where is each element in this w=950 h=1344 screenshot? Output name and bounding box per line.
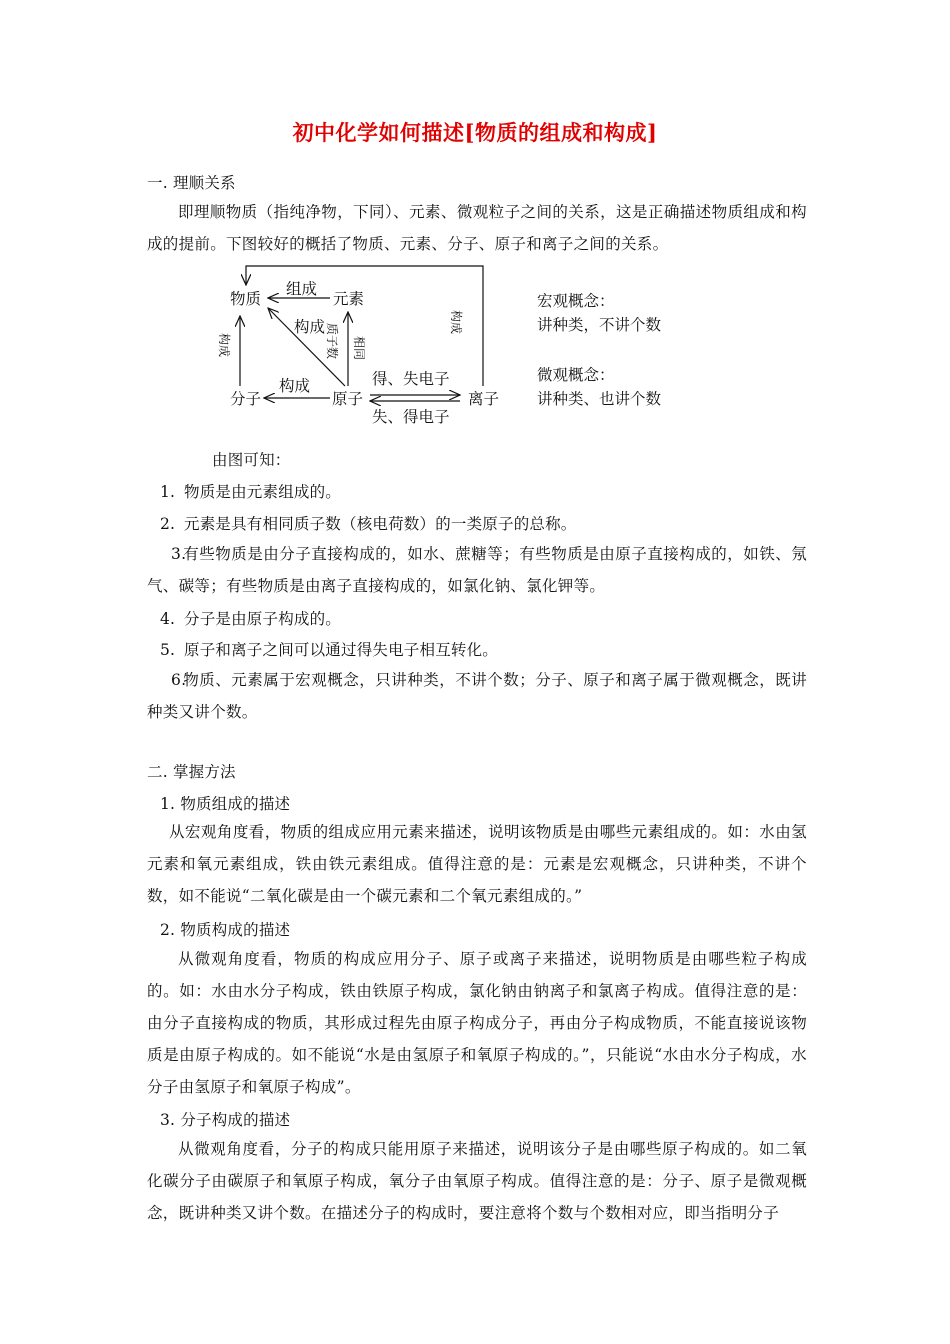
label-goucheng-right: 构成 <box>449 310 463 335</box>
node-lizi: 离子 <box>468 390 500 408</box>
section1-heading: 一. 理顺关系 <box>147 174 236 192</box>
macro-concept-desc: 讲种类，不讲个数 <box>537 316 662 334</box>
micro-concept-title: 微观概念： <box>537 366 615 384</box>
list-item: 2. 元素是具有相同质子数（核电荷数）的一类原子的总称。 <box>160 515 577 533</box>
subsection-title: 3. 分子构成的描述 <box>160 1111 291 1129</box>
label-goucheng-left: 构成 <box>217 333 231 358</box>
list-item: 4. 分子是由原子构成的。 <box>160 610 342 628</box>
subsection-text: 从微观角度看，分子的构成只能用原子来描述，说明该分子是由哪些原子构成的。如二氧化碳分子由碳原子和氧原子构成，氧分子由氧原子构成。值得注意的是：分子、原子是微观概念，既讲种类又讲个数。在描述分子的构成时，要注意将个数与个数相对应，即当指明分子 <box>147 1140 807 1222</box>
node-yuansu: 元素 <box>333 290 365 308</box>
node-wuzhi: 物质 <box>230 290 262 308</box>
label-xiangtong: 相同 <box>352 336 366 361</box>
section2-heading: 二. 掌握方法 <box>147 763 236 781</box>
micro-concept-desc: 讲种类、也讲个数 <box>537 390 662 408</box>
label-goucheng-bottom: 构成 <box>279 377 311 395</box>
macro-concept-title: 宏观概念： <box>537 292 615 310</box>
list-item: 3.有些物质是由分子直接构成的，如水、蔗糖等；有些物质是由原子直接构成的，如铁、氖气、碳等；有些物质是由离子直接构成的，如氯化钠、氯化钾等。 <box>147 545 807 595</box>
label-zhizishu: 质子数 <box>325 323 339 360</box>
subsection-title: 2. 物质构成的描述 <box>160 921 291 939</box>
subsection-text: 从微观角度看，物质的构成应用分子、原子或离子来描述，说明物质是由哪些粒子构成的。如：水由水分子构成，铁由铁原子构成，氯化钠由钠离子和氯离子构成。值得注意的是：由分子直接构成的物质，其形成过程先由原子构成分子，再由分子构成物质，不能直接说该物质是由原子构成的。如不能说“水是由氢原子和氧原子构成的。”，只能说“水由水分子构成，水分子由氢原子和氧原子构成”。 <box>147 950 807 1096</box>
arrow-lizi-to-wuzhi <box>246 266 483 386</box>
node-fenzi: 分子 <box>230 390 262 408</box>
list-item: 1. 物质是由元素组成的。 <box>160 483 342 501</box>
label-shi-de-dianzi: 失、得电子 <box>372 408 450 426</box>
section1-intro: 即理顺物质（指纯净物，下同）、元素、微观粒子之间的关系，这是正确描述物质组成和构成的提前。下图较好的概括了物质、元素、分子、原子和离子之间的关系。 <box>147 203 807 253</box>
list-item: 6.物质、元素属于宏观概念，只讲种类，不讲个数；分子、原子和离子属于微观概念，既讲种类又讲个数。 <box>147 671 807 721</box>
relationship-diagram <box>0 0 950 450</box>
label-goucheng-diagonal: 构成 <box>294 318 326 336</box>
list-item: 5. 原子和离子之间可以通过得失电子相互转化。 <box>160 641 499 659</box>
subsection-text: 从宏观角度看，物质的组成应用元素来描述，说明该物质是由哪些元素组成的。如：水由氢元素和氧元素组成，铁由铁元素组成。值得注意的是：元素是宏观概念，只讲种类，不讲个数，如不能说“二氧化碳是由一个碳元素和二个氧元素组成的。” <box>147 823 807 905</box>
subsection-title: 1. 物质组成的描述 <box>160 795 291 813</box>
label-zucheng: 组成 <box>286 280 318 298</box>
node-yuanzi: 原子 <box>332 390 364 408</box>
page-title: 初中化学如何描述[物质的组成和构成] <box>292 120 658 145</box>
conclusion-intro: 由图可知： <box>212 451 291 469</box>
label-de-shi-dianzi: 得、失电子 <box>372 370 450 388</box>
